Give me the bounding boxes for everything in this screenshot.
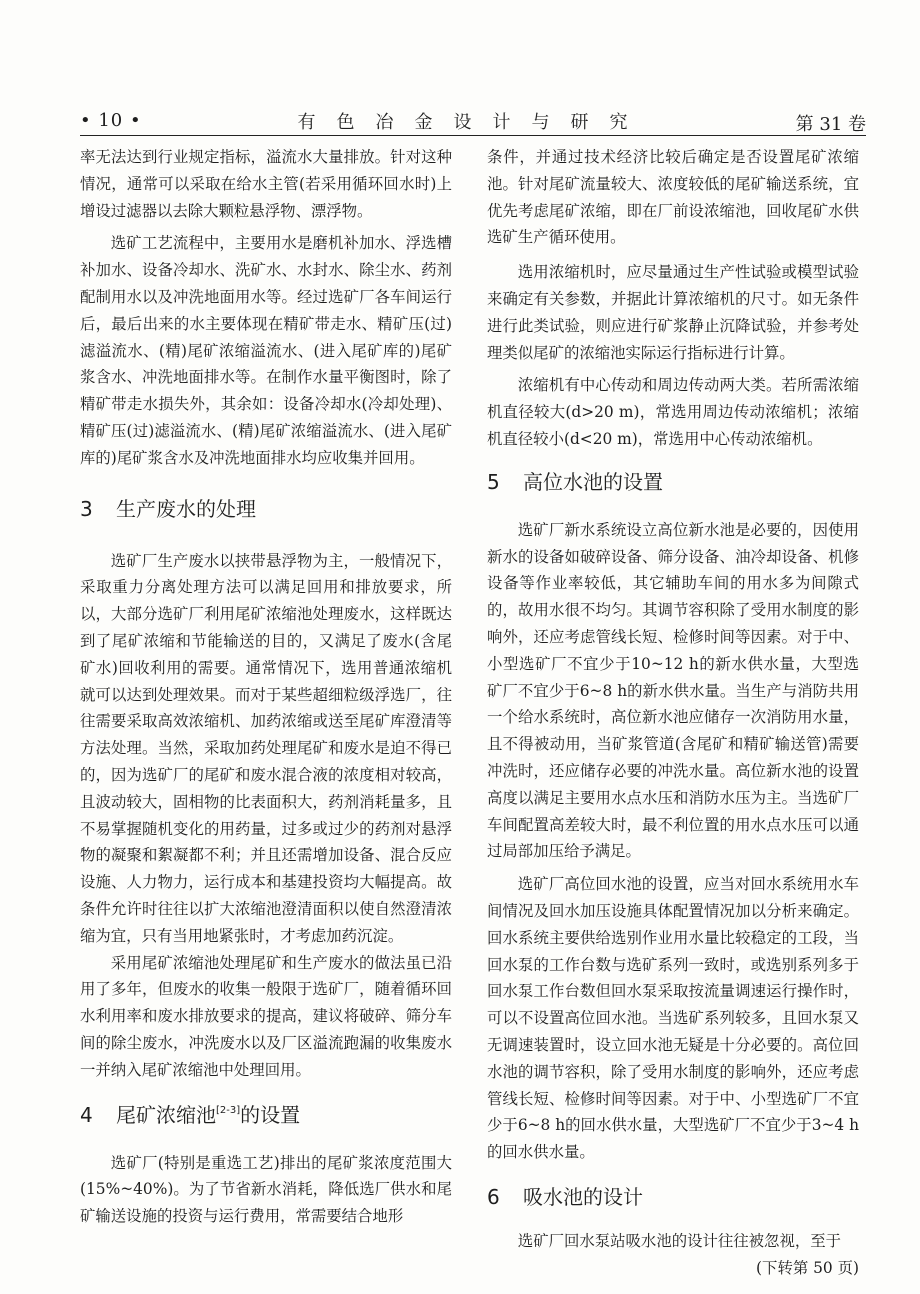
paragraph: 选用浓缩机时，应尽量通过生产性试验或模型试验来确定有关参数，并据此计算浓缩机的尺寸。如无条件进行此类试验，则应进行矿浆静止沉降试验，并参考处理类似尾矿的浓缩池实际运行指标进行计算。	[487, 263, 859, 362]
section-title: 生产废水的处理	[116, 496, 256, 521]
paragraph: 浓缩机有中心传动和周边传动两大类。若所需浓缩机直径较大(d>20 m)，常选用周边传动浓缩机；浓缩机直径较小(d<20 m)，常选用中心传动浓缩机。	[487, 376, 859, 448]
section-number: 4	[80, 1102, 93, 1127]
right-column	[487, 144, 859, 1281]
paragraph: 条件，并通过技术经济比较后确定是否设置尾矿浓缩池。针对尾矿流量较大、浓度较低的尾矿输送系统，宜优先考虑尾矿浓缩，即在厂前设浓缩池，回收尾矿水供选矿生产循环使用。	[487, 148, 859, 247]
section-number: 3	[80, 496, 93, 521]
paragraph: 率无法达到行业规定指标，溢流水大量排放。针对这种情况，通常可以采取在给水主管(若采用循环回水时)上增设过滤器以去除大颗粒悬浮物、漂浮物。	[80, 148, 452, 220]
section-number: 5	[487, 469, 500, 494]
section-heading-5	[487, 467, 859, 497]
section-title: 高位水池的设置	[523, 469, 663, 494]
paragraph: 选矿厂回水泵站吸水池的设计往往被忽视，至于	[517, 1231, 842, 1250]
paragraph: 选矿厂高位回水池的设置，应当对回水系统用水车间情况及回水加压设施具体配置情况加以分析来确定。回水系统主要供给选别作业用水量比较稳定的工段，当回水泵的工作台数与选矿系列一致时，或选别系列多于回水泵工作台数但回水泵采取按流量调速运行操作时，可以不设置高位回水池。当选矿系列较多，且回水泵又无调速装置时，设立回水池无疑是十分必要的。高位回水池的调节容积，除了受用水制度的影响外，还应考虑管线长短、检修时间等因素。对于中、小型选矿厂不宜少于6~8 h的回水供水量，大型选矿厂不宜少于3~4 h的回水供水量。	[487, 875, 859, 1162]
section-number: 6	[487, 1184, 500, 1209]
running-header	[80, 108, 866, 134]
paragraph: 选矿厂新水系统设立高位新水池是必要的，因使用新水的设备如破碎设备、筛分设备、油冷却设备、机修设备等作业率较低，其它辅助车间的用水多为间隙式的，故用水很不均匀。其调节容积除了受用水制度的影响外，还应考虑管线长短、检修时间等因素。对于中、小型选矿厂不宜少于10~12 h的新水供水量，大型选矿厂不宜少于6~8 h的新水供水量。当生产与消防共用一个给水系统时，高位新水池应储存一次消防用水量，且不得被动用，当矿浆管道(含尾矿和精矿输送管)需要冲洗时，还应储存必要的冲洗水量。高位新水池的设置高度以满足主要用水点水压和消防水压为主。当选矿厂车间配置高差较大时，最不利位置的用水点水压可以通过局部加压给予满足。	[487, 520, 859, 861]
section-title: 吸水池的设计	[523, 1184, 643, 1209]
paragraph: 采用尾矿浓缩池处理尾矿和生产废水的做法虽已沿用了多年，但废水的收集一般限于选矿厂，随着循环回水利用率和废水排放要求的提高，建议将破碎、筛分车间的除尘废水，冲洗废水以及厂区溢流跑漏的收集废水一并纳入尾矿浓缩池中处理回用。	[80, 953, 452, 1079]
paragraph: 选矿厂生产废水以挟带悬浮物为主，一般情况下，采取重力分离处理方法可以满足回用和排放要求，所以，大部分选矿厂利用尾矿浓缩池处理废水，这样既达到了尾矿浓缩和节能输送的目的，又满足了废水(含尾矿水)回收利用的需要。通常情况下，选用普通浓缩机就可以达到处理效果。而对于某些超细粒级浮选厂，往往需要采取高效浓缩机、加药浓缩或送至尾矿库澄清等方法处理。当然，采取加药处理尾矿和废水是迫不得已的，因为选矿厂的尾矿和废水混合液的浓度相对较高，且波动较大，固相物的比表面积大，药剂消耗量多，且不易掌握随机变化的用药量，过多或过少的药剂对悬浮物的凝聚和絮凝都不利；并且还需增加设备、混合反应设施、人力物力，运行成本和基建投资均大幅提高。故条件允许时往往以扩大浓缩池澄清面积以使自然澄清浓缩为宜，只有当用地紧张时，才考虑加药沉淀。	[80, 551, 452, 945]
section-heading-3	[80, 494, 452, 524]
section-title-end: 的设置	[240, 1102, 301, 1127]
paragraph: 选矿厂(特别是重选工艺)排出的尾矿浆浓度范围大(15%~40%)。为了节省新水消耗，降低选厂供水和尾矿输送设施的投资与运行费用，常需要结合地形	[80, 1153, 452, 1226]
section-title: 尾矿浓缩池	[116, 1102, 216, 1127]
continued-note: (下转第 50 页)	[756, 1258, 859, 1277]
volume-label: 第 31 卷	[795, 114, 866, 135]
journal-title: 有色冶金设计与研究	[297, 112, 649, 133]
section-heading-4	[80, 1096, 452, 1130]
header-rule	[80, 135, 866, 136]
citation-ref: [2-3]	[216, 1104, 241, 1116]
paragraph: 选矿工艺流程中，主要用水是磨机补加水、浮选槽补加水、设备冷却水、洗矿水、水封水、除尘水、药剂配制用水以及冲洗地面用水等。经过选矿厂各车间运行后，最后出来的水主要体现在精矿带走水、精矿压(过)滤溢流水、(精)尾矿浓缩溢流水、(进入尾矿库的)尾矿浆含水、冲洗地面排水等。在制作水量平衡图时，除了精矿带走水损失外，其余如：设备冷却水(冷却处理)、精矿压(过)滤溢流水、(精)尾矿浓缩溢流水、(进入尾矿库的)尾矿浆含水及冲洗地面排水均应收集并回用。	[80, 234, 452, 467]
left-column	[80, 144, 452, 1230]
page-number: • 10 •	[80, 110, 142, 131]
section-heading-6	[487, 1182, 859, 1212]
